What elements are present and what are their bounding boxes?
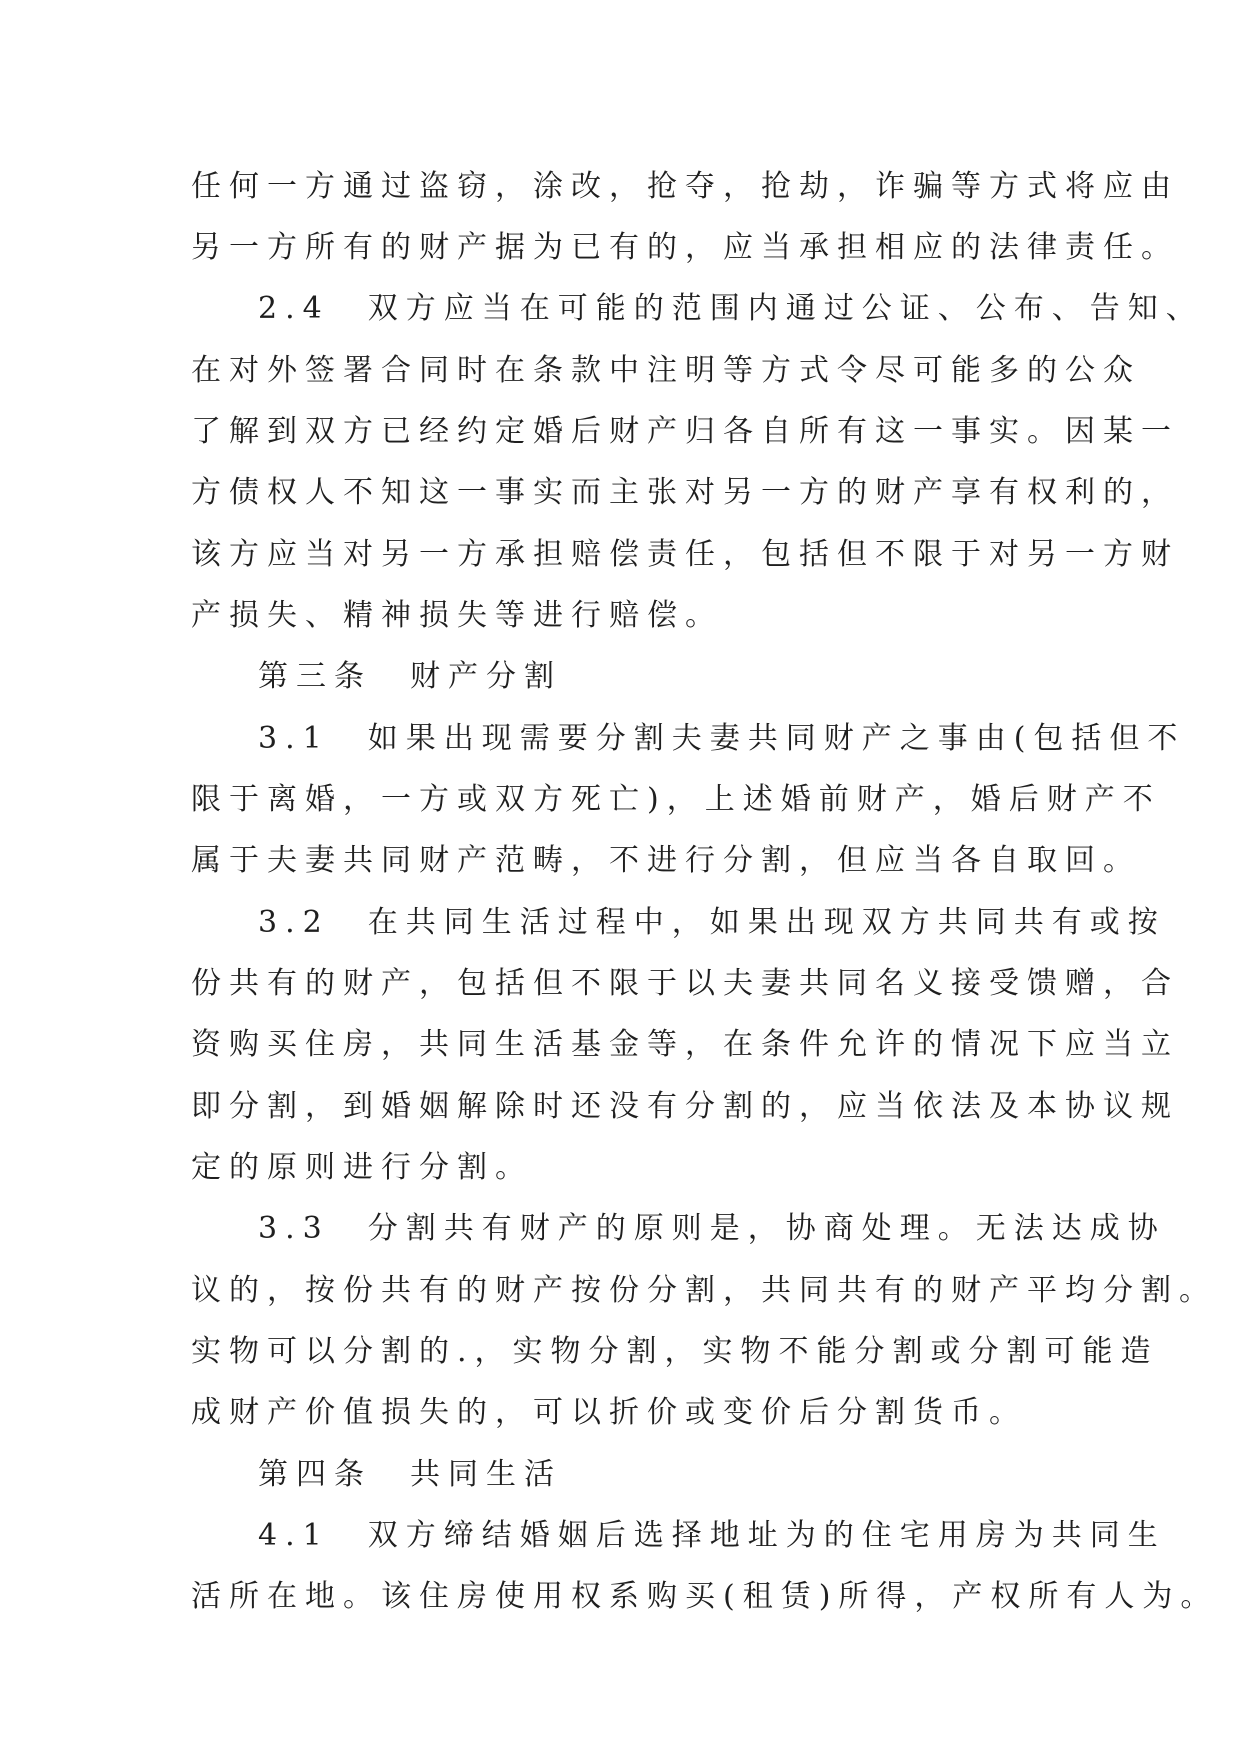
- clause-3-1: 3.1 如果出现需要分割夫妻共同财产之事由(包括但不: [258, 721, 1186, 756]
- text-line: 在对外签署合同时在条款中注明等方式令尽可能多的公众: [191, 353, 1141, 388]
- text-line: 活所在地。该住房使用权系购买(租赁)所得，产权所有人为。: [191, 1579, 1219, 1614]
- section-heading-3: 第三条 财产分割: [258, 659, 562, 694]
- text-line: 产损失、精神损失等进行赔偿。: [191, 598, 723, 633]
- clause-3-3: 3.3 分割共有财产的原则是，协商处理。无法达成协: [258, 1211, 1166, 1246]
- text-line: 实物可以分割的.，实物分割，实物不能分割或分割可能造: [191, 1334, 1159, 1369]
- text-line: 成财产价值损失的，可以折价或变价后分割货币。: [191, 1395, 1027, 1430]
- text-line: 任何一方通过盗窃，涂改，抢夺，抢劫，诈骗等方式将应由: [191, 169, 1179, 204]
- text-line: 该方应当对另一方承担赔偿责任，包括但不限于对另一方财: [191, 537, 1179, 572]
- text-line: 份共有的财产，包括但不限于以夫妻共同名义接受馈赠，合: [191, 966, 1179, 1001]
- text-line: 议的，按份共有的财产按份分割，共同共有的财产平均分割。: [191, 1273, 1217, 1308]
- text-line: 资购买住房，共同生活基金等，在条件允许的情况下应当立: [191, 1027, 1179, 1062]
- text-line: 方债权人不知这一事实而主张对另一方的财产享有权利的，: [191, 475, 1179, 510]
- section-heading-4: 第四条 共同生活: [258, 1457, 562, 1492]
- text-line: 限于离婚，一方或双方死亡)，上述婚前财产，婚后财产不: [191, 782, 1161, 817]
- clause-3-2: 3.2 在共同生活过程中，如果出现双方共同共有或按: [258, 905, 1166, 940]
- text-line: 了解到双方已经约定婚后财产归各自所有这一事实。因某一: [191, 414, 1179, 449]
- text-line: 另一方所有的财产据为已有的，应当承担相应的法律责任。: [191, 230, 1179, 265]
- text-line: 属于夫妻共同财产范畴，不进行分割，但应当各自取回。: [191, 843, 1141, 878]
- clause-2-4: 2.4 双方应当在可能的范围内通过公证、公布、告知、: [258, 291, 1204, 326]
- text-line: 即分割，到婚姻解除时还没有分割的，应当依法及本协议规: [191, 1089, 1179, 1124]
- clause-4-1: 4.1 双方缔结婚姻后选择地址为的住宅用房为共同生: [258, 1518, 1166, 1553]
- text-line: 定的原则进行分割。: [191, 1150, 533, 1185]
